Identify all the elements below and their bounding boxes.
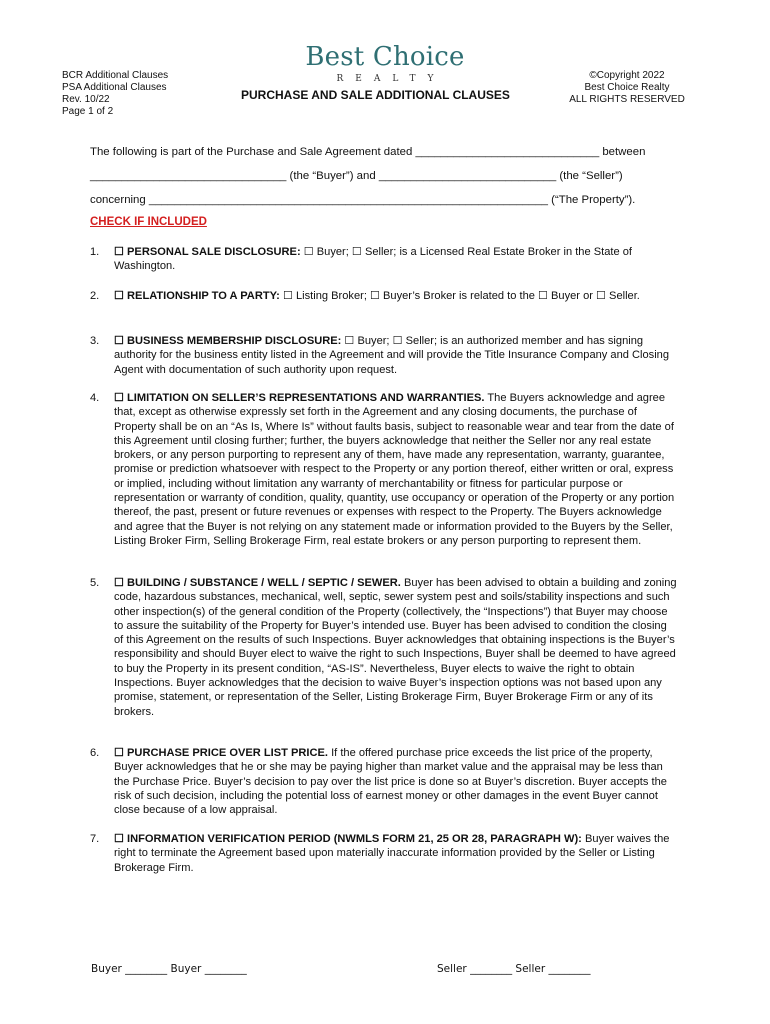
logo-subtitle: REALTY [336,74,446,84]
intro-text: (“The Property”). [548,194,636,206]
header-doc-info [62,70,168,118]
intro-text: between [599,146,646,158]
logo-name: Best Choice [305,42,465,72]
document-title: PURCHASE AND SALE ADDITIONAL CLAUSES [241,88,510,102]
clause-number: 7. [90,833,100,845]
seller-initials[interactable]: Seller ________ Seller ________ [437,963,591,975]
property-blank[interactable]: _______________________________________________________________ [148,194,548,206]
intro-line-2 [90,164,680,188]
clause-item-3 [90,334,678,377]
clause-text: Buyer waives the right to terminate the Agreement based upon materially inaccurate information provided by the Seller or Listing Brokerage Firm. [114,833,670,874]
clause-text: ☐ Listing Broker; ☐ Buyer’s Broker is related to the ☐ Buyer or ☐ Seller. [279,290,640,302]
clause-title[interactable]: ☐ LIMITATION ON SELLER’S REPRESENTATIONS AND WARRANTIES. [114,392,485,404]
intro-text: (the “Buyer”) and [286,170,379,182]
clause-text: ☐ Buyer; ☐ Seller; is an authorized member and has signing authority for the business entity listed in the Agreement and will provide the Title Insurance Company and Closing Agent with documentation of such authority upon request. [114,335,669,376]
clause-item-2 [90,289,678,303]
clause-number: 6. [90,747,100,759]
clause-title[interactable]: ☐ PURCHASE PRICE OVER LIST PRICE. [114,747,328,759]
clause-title[interactable]: ☐ PERSONAL SALE DISCLOSURE: [114,246,301,258]
intro-text: (the “Seller”) [556,170,623,182]
agreement-intro [90,140,680,212]
clause-title[interactable]: ☐ BUSINESS MEMBERSHIP DISCLOSURE: [114,335,342,347]
clause-number: 3. [90,335,100,347]
intro-text: The following is part of the Purchase and Sale Agreement dated [90,146,416,158]
date-blank[interactable]: _____________________________ [415,146,600,158]
intro-line-1 [90,140,680,164]
copyright-line: ©Copyright 2022 [589,70,665,81]
seller-name-blank[interactable]: ____________________________ [378,170,557,182]
copyright-block [560,70,694,106]
clause-number: 1. [90,246,100,258]
page-number: Page 1 of 2 [62,106,114,117]
clause-number: 4. [90,392,100,404]
clause-item-4 [90,391,678,548]
copyright-line: Best Choice Realty [584,82,670,93]
header-line: BCR Additional Clauses [62,70,169,81]
company-logo [300,42,470,84]
clause-title[interactable]: ☐ BUILDING / SUBSTANCE / WELL / SEPTIC / SEWER. [114,577,401,589]
clause-title[interactable]: ☐ INFORMATION VERIFICATION PERIOD (NWMLS FORM 21, 25 OR 28, PARAGRAPH W): [114,833,582,845]
clause-number: 2. [90,290,100,302]
clause-number: 5. [90,577,100,589]
clause-item-5 [90,576,678,719]
clause-text: If the offered purchase price exceeds the list price of the property, Buyer acknowledges that he or she may be paying higher than market value and the appraisal may be less than the Purchase Price. Buyer’s decision to pay over the list price is done so at Buyer’s discretion. Buyer accepts the risk of such decision, including the potential loss of earnest money or other damages in the event Buyer cannot close because of a low appraisal. [114,747,667,817]
check-if-included-heading: CHECK IF INCLUDED [90,216,207,228]
clause-text: Buyer has been advised to obtain a building and zoning code, hazardous substances, mechanical, well, septic, sewer system pest and soils/stability inspections and such other inspection(s) of the general condition of the Property (collectively, the “Inspections”) that Buyer may choose to assure the suitability of the Property for Buyer’s intended use. Buyer has been advised to condition the closing of this Agreement on the results of such Inspections. Buyer acknowledges that obtaining inspections is the Buyer’s responsibility and should Buyer elect to waive the right to such Inspections, Buyer shall be deemed to have agreed to buy the Property in its present condition, “AS-IS”. Nevertheless, Buyer elects to waive the right to obtain Inspections. Buyer acknowledges that the decision to waive Buyer’s inspection options was not based upon any promise, statement, or representation of the Seller, Listing Brokerage Firm, Buyer Brokerage Firm or any of its brokers. [114,577,677,718]
clause-title[interactable]: ☐ RELATIONSHIP TO A PARTY: [114,290,280,302]
clause-text: ☐ Buyer; ☐ Seller; is a Licensed Real Estate Broker in the State of Washington. [114,246,632,273]
clause-item-7 [90,832,678,875]
clause-text: The Buyers acknowledge and agree that, except as otherwise expressly set forth in the Agreement and any closing documents, the purchase of Property shall be on an “As Is, Where Is” without faults basis, subject to reasonable wear and tear from the date of this Agreement until closing further; further, the buyers acknowledge that neither the Seller nor any real estate brokers, or any person purporting to represent any of them, have made any representation, warranty, guarantee, promise or prediction whatsoever with respect to the Property or any portion thereof, either written or oral, express or implied, including without limitation any warranty of merchantability or fitness for particular purpose or representation or warranty of condition, quality, quantity, use occupancy or operation of the Property or any portion thereof, the past, present or future revenues or expenses with respect to the Property. The Buyers acknowledge and agree that the Buyer is not relying on any statement made or information provided to the Buyers by the Seller, Listing Broker Firm, Selling Brokerage Firm, real estate brokers or any person purporting to represent them. [114,392,675,547]
clause-item-6 [90,746,678,817]
clause-item-1 [90,245,678,274]
header-line: Rev. 10/22 [62,94,110,105]
intro-line-3 [90,188,680,212]
header-line: PSA Additional Clauses [62,82,167,93]
buyer-initials[interactable]: Buyer ________ Buyer ________ [91,963,247,975]
intro-text: concerning [90,194,149,206]
buyer-name-blank[interactable]: _______________________________ [90,170,287,182]
copyright-line: ALL RIGHTS RESERVED [569,94,685,105]
